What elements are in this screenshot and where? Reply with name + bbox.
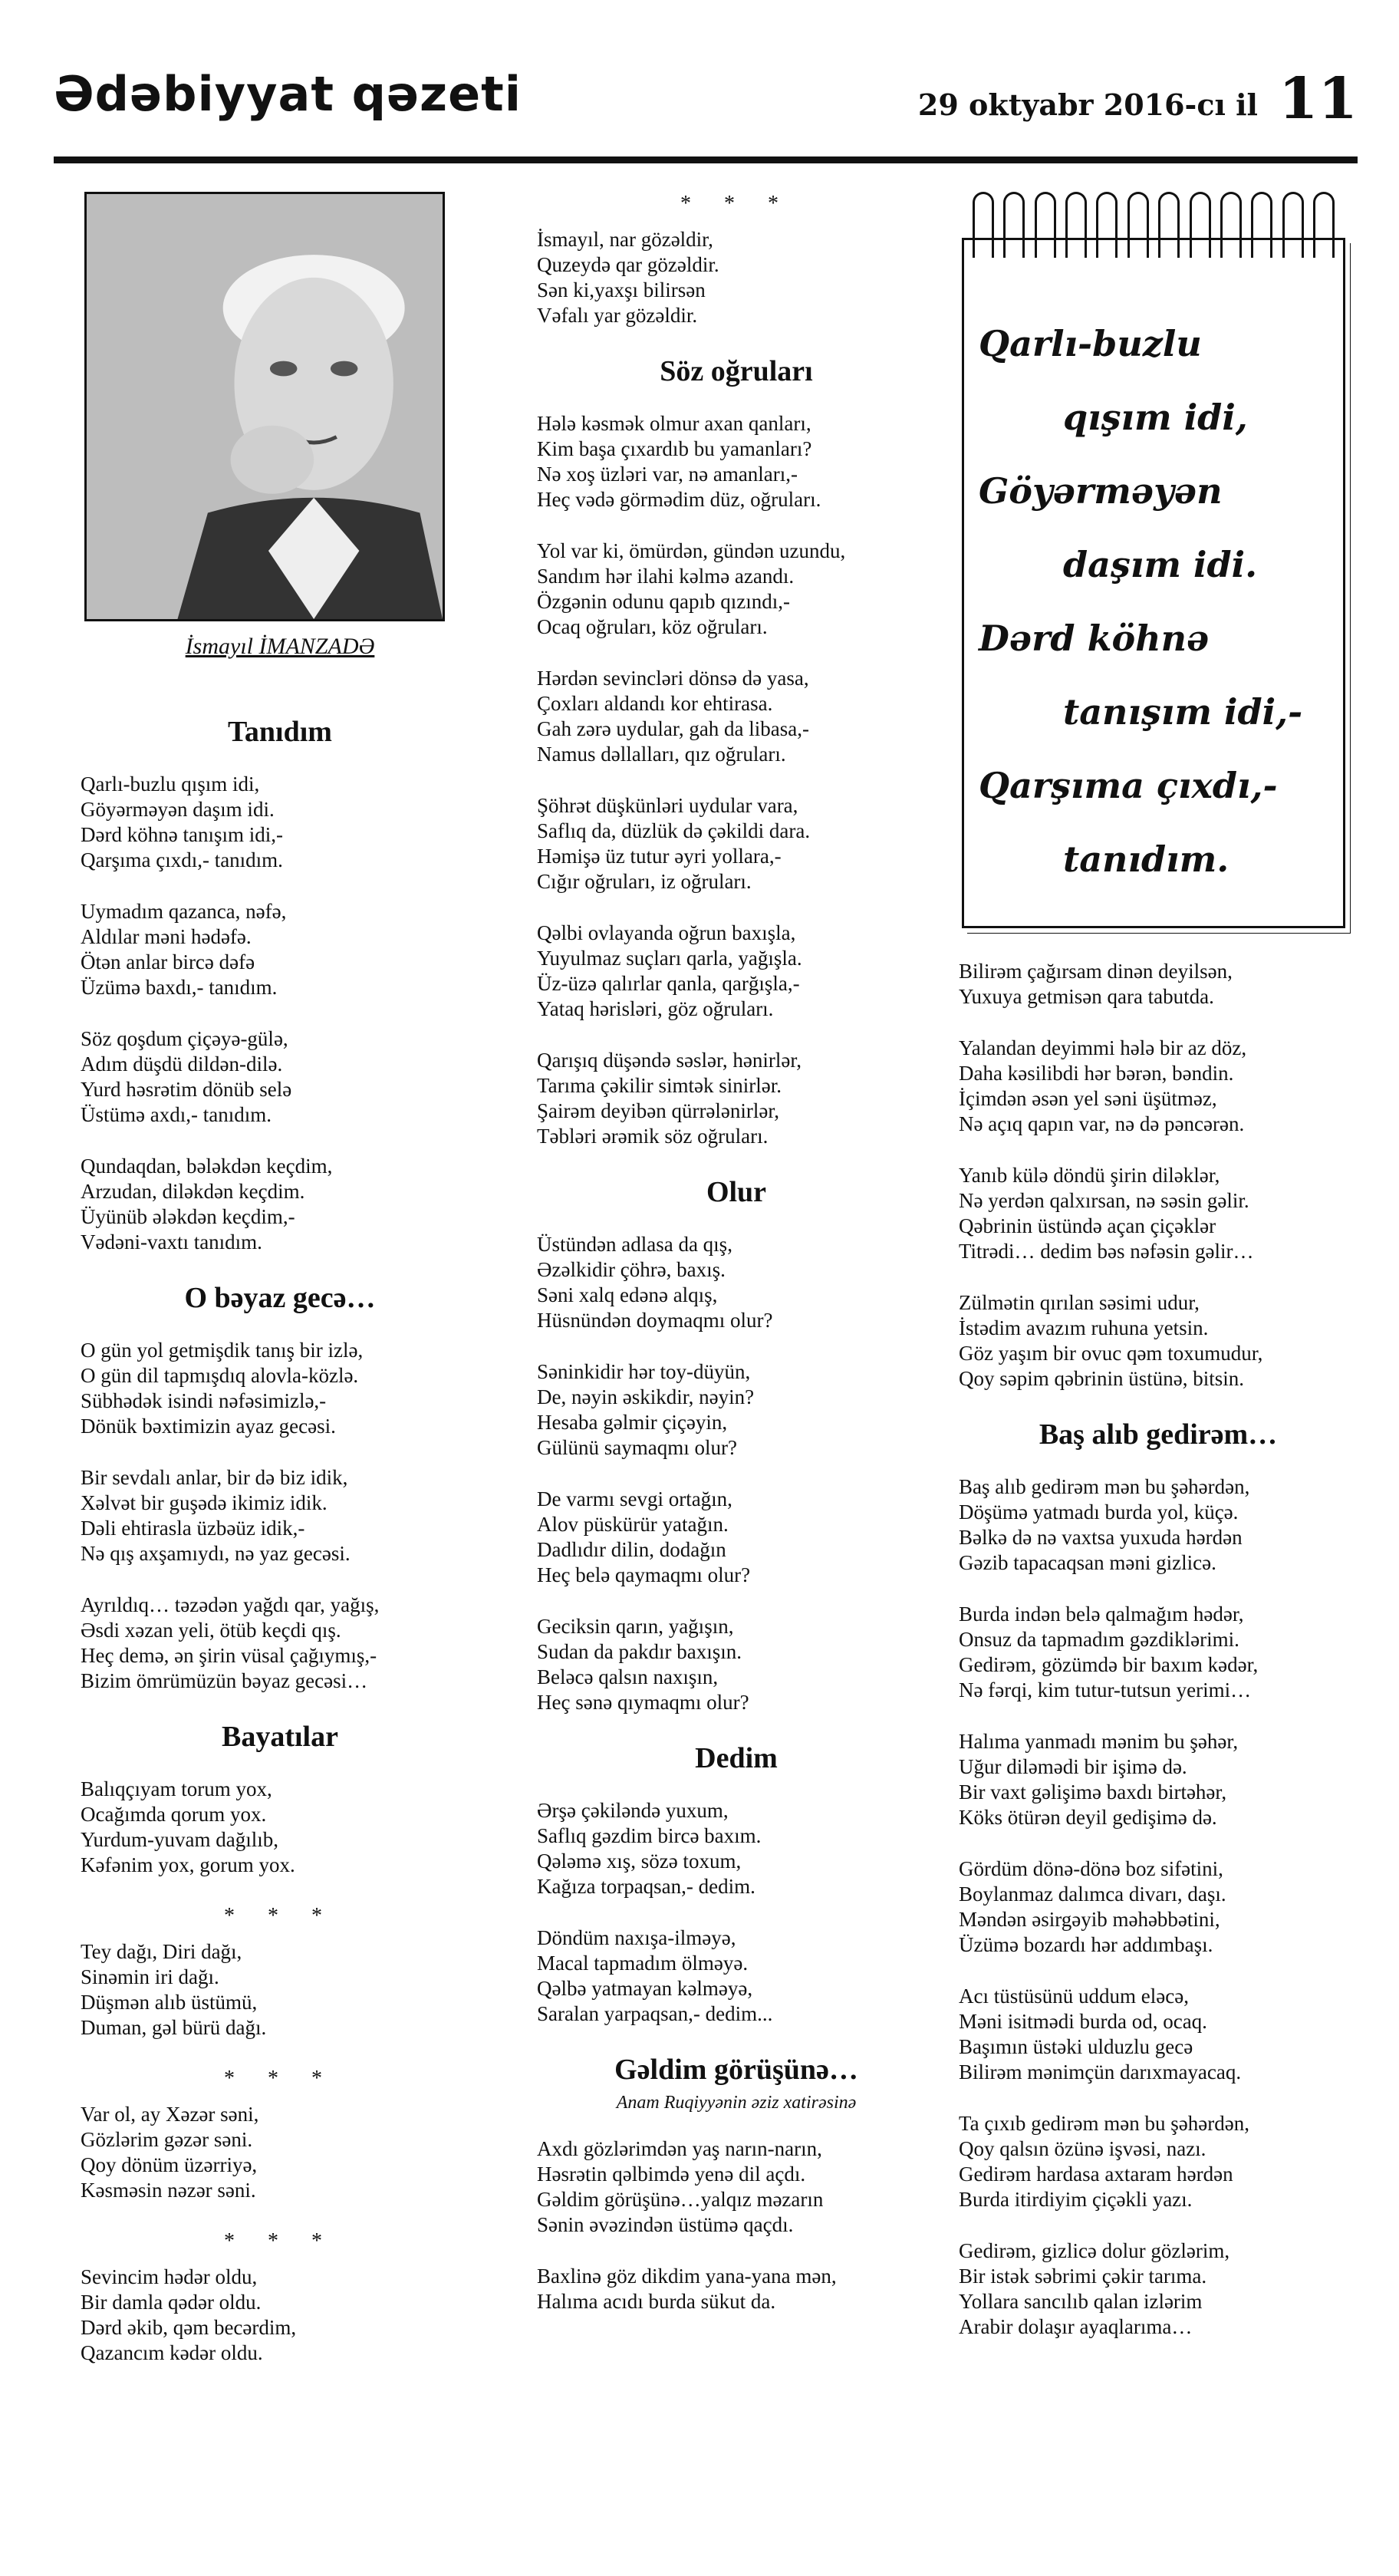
stanza bbox=[959, 2111, 1358, 2212]
stanza bbox=[537, 921, 936, 1022]
stanza bbox=[81, 899, 479, 1000]
verse-line: O gün dil tapmışdıq alovla-közlə. bbox=[81, 1364, 359, 1387]
verse-line: Bilirəm mənimçün darıxmayacaq. bbox=[959, 2060, 1242, 2084]
handwritten-quote bbox=[979, 307, 1332, 896]
stanza bbox=[81, 1026, 479, 1128]
verse-line: İçimdən əsən yel səni üşütməz, bbox=[959, 1087, 1217, 1110]
verse-line: Adım düşdü dildən-dilə. bbox=[81, 1052, 283, 1076]
verse-line: Aldılar məni hədəfə. bbox=[81, 925, 252, 948]
stanza-divider: * * * bbox=[680, 192, 792, 216]
verse-line: İsmayıl, nar gözəldir, bbox=[537, 228, 713, 251]
verse-line: Dəli ehtirasla üzbəüz idik,- bbox=[81, 1517, 305, 1540]
stanza bbox=[537, 1614, 936, 1715]
stanza bbox=[537, 227, 936, 328]
column-1 bbox=[81, 192, 479, 2392]
verse-line: Gedirəm hardasa axtaram hərdən bbox=[959, 2163, 1233, 2186]
poem-title: Dedim bbox=[695, 1742, 778, 1774]
notebook-quote-box bbox=[962, 192, 1345, 928]
verse-line: Halıma acıdı burda sükut da. bbox=[537, 2290, 776, 2313]
verse-line: Heç belə qaymaqmı olur? bbox=[537, 1563, 751, 1586]
verse-line: Baxlinə göz dikdim yana-yana mən, bbox=[537, 2265, 837, 2288]
verse-line: Şairəm deyibən qürrələnirlər, bbox=[537, 1099, 780, 1122]
verse-line: Söz qoşdum çiçəyə-gülə, bbox=[81, 1027, 288, 1050]
poem-bayatilar bbox=[81, 1720, 479, 2366]
verse-line: Yalandan deyimmi hələ bir az döz, bbox=[959, 1036, 1247, 1059]
verse-line: Nə açıq qapın var, nə də pəncərən. bbox=[959, 1112, 1245, 1135]
stanza bbox=[537, 1232, 936, 1333]
verse-line: Gəldim görüşünə…yalqız məzarın bbox=[537, 2188, 824, 2211]
verse-line: Qələmə xış, sözə toxum, bbox=[537, 1850, 742, 1873]
verse-line: Yollara sancılıb qalan izlərim bbox=[959, 2290, 1203, 2313]
verse-line: Gəzib tapacaqsan məni gizlicə. bbox=[959, 1551, 1216, 1574]
stanza bbox=[81, 2102, 479, 2203]
verse-line: Heç vədə görmədim düz, oğruları. bbox=[537, 488, 821, 511]
verse-line: Yurdum-yuvam dağılıb, bbox=[81, 1828, 278, 1851]
verse-line: Gedirəm, gizlicə dolur gözlərim, bbox=[959, 2239, 1230, 2262]
verse-line: Bir istək səbrimi çəkir tarıma. bbox=[959, 2265, 1207, 2288]
verse-line: Kağıza torpaqsan,- dedim. bbox=[537, 1875, 755, 1898]
poem-title: O bəyaz gecə… bbox=[184, 1282, 376, 1314]
verse-line: Ocaq oğruları, köz oğruları. bbox=[537, 615, 768, 638]
verse-line: Bir vaxt gəlişimə baxdı birtəhər, bbox=[959, 1780, 1227, 1804]
stanza bbox=[959, 1856, 1358, 1958]
verse-line: Düşmən alıb üstümü, bbox=[81, 1991, 258, 2014]
verse-line: Səni xalq edənə alqış, bbox=[537, 1283, 718, 1306]
verse-line: Baş alıb gedirəm mən bu şəhərdən, bbox=[959, 1475, 1250, 1498]
verse-line: Bir sevdalı anlar, bir də biz idik, bbox=[81, 1466, 348, 1489]
verse-line: Ayrıldıq… təzədən yağdı qar, yağış, bbox=[81, 1593, 380, 1616]
verse-line: Yanıb külə döndü şirin diləklər, bbox=[959, 1164, 1220, 1187]
poem-title: Bayatılar bbox=[222, 1721, 338, 1753]
verse-line: Duman, gəl bürü dağı. bbox=[81, 2016, 267, 2039]
spiral-ring-icon bbox=[1220, 192, 1242, 258]
poem-bas-alib-gedirem bbox=[959, 1418, 1358, 2340]
poem-title: Baş alıb gedirəm… bbox=[1039, 1418, 1278, 1451]
verse-line: Hələ kəsmək olmur axan qanları, bbox=[537, 412, 811, 435]
verse-line: Nə fərqi, kim tutur-tutsun yerimi… bbox=[959, 1678, 1252, 1701]
quote-line: tanıdım. bbox=[1063, 838, 1229, 880]
verse-line: Vəfalı yar gözəldir. bbox=[537, 304, 698, 327]
verse-line: Kəfənim yox, gorum yox. bbox=[81, 1853, 295, 1876]
verse-line: Sinəmin iri dağı. bbox=[81, 1965, 219, 1988]
poem-geldim-gorusune bbox=[537, 2053, 936, 2314]
verse-line: De varmı sevgi ortağın, bbox=[537, 1487, 732, 1510]
verse-line: Məni isitmədi burda od, ocaq. bbox=[959, 2010, 1207, 2033]
spiral-ring-icon bbox=[973, 192, 994, 258]
column-2 bbox=[537, 192, 936, 2340]
verse-line: Halıma yanmadı mənim bu şəhər, bbox=[959, 1730, 1239, 1753]
stanza bbox=[537, 1359, 936, 1461]
stanza bbox=[959, 1474, 1358, 1576]
verse-line: Arzudan, diləkdən keçdim. bbox=[81, 1180, 305, 1203]
verse-line: Qarışıq düşəndə səslər, hənirlər, bbox=[537, 1049, 802, 1072]
stanza bbox=[959, 1290, 1358, 1392]
verse-line: Yurd həsrətim dönüb selə bbox=[81, 1078, 292, 1101]
column-3 bbox=[959, 192, 1358, 2366]
stanza bbox=[959, 1984, 1358, 2085]
spiral-ring-icon bbox=[1158, 192, 1180, 258]
verse-line: Onsuz da tapmadım gəzdiklərimi. bbox=[959, 1628, 1239, 1651]
verse-line: Yol var ki, ömürdən, gündən uzundu, bbox=[537, 539, 846, 562]
stanza bbox=[959, 2238, 1358, 2340]
stanza-divider: * * * bbox=[224, 2229, 336, 2253]
verse-line: Döşümə yatmadı burda yol, küçə. bbox=[959, 1500, 1239, 1524]
stanza bbox=[81, 1777, 479, 1878]
verse-line: Qəlbə yatmayan kəlməyə, bbox=[537, 1977, 753, 2000]
verse-line: Qoy səpim qəbrinin üstünə, bitsin. bbox=[959, 1367, 1244, 1390]
verse-line: Məndən əsirgəyib məhəbbətini, bbox=[959, 1908, 1220, 1931]
verse-line: Quzeydə qar gözəldir. bbox=[537, 253, 719, 276]
verse-line: Var ol, ay Xəzər səni, bbox=[81, 2103, 259, 2126]
verse-line: Qarlı-buzlu qışım idi, bbox=[81, 772, 260, 796]
spiral-ring-icon bbox=[1190, 192, 1211, 258]
verse-line: Şöhrət düşkünləri uydular vara, bbox=[537, 794, 798, 817]
verse-line: Gülünü saymaqmı olur? bbox=[537, 1436, 737, 1459]
verse-line: Sən ki,yaxşı bilirsən bbox=[537, 278, 706, 301]
verse-line: Həmişə üz tutur əyri yollara,- bbox=[537, 845, 782, 868]
verse-line: Üzümə baxdı,- tanıdım. bbox=[81, 976, 278, 999]
author-portrait bbox=[84, 192, 445, 621]
verse-line: Titrədi… dedim bəs nəfəsin gəlir… bbox=[959, 1240, 1254, 1263]
poem-dedication: Anam Ruqiyyənin əziz xatirəsinə bbox=[616, 2093, 857, 2113]
verse-line: Qarşıma çıxdı,- tanıdım. bbox=[81, 848, 283, 871]
verse-line: Daha kəsilibdi hər bərən, bəndin. bbox=[959, 1062, 1234, 1085]
verse-line: Ta çıxıb gedirəm mən bu şəhərdən, bbox=[959, 2112, 1249, 2135]
stanza bbox=[81, 772, 479, 873]
verse-line: Çoxları aldandı kor ehtirasa. bbox=[537, 692, 773, 715]
poem-title: Olur bbox=[706, 1176, 767, 1208]
verse-line: Göyərməyən daşım idi. bbox=[81, 798, 275, 821]
verse-line: Köks ötürən deyil gedişimə də. bbox=[959, 1806, 1217, 1829]
poem-tanidim bbox=[81, 715, 479, 1255]
spiral-ring-icon bbox=[1313, 192, 1335, 258]
stanza bbox=[959, 1729, 1358, 1830]
verse-line: Həsrətin qəlbimdə yenə dil açdı. bbox=[537, 2163, 806, 2186]
verse-line: Balıqçıyam torum yox, bbox=[81, 1777, 272, 1800]
author-caption: İsmayıl İMANZADƏ bbox=[185, 634, 375, 659]
verse-line: Özgənin odunu qapıb qızındı,- bbox=[537, 590, 790, 613]
quote-line: Göyərməyən bbox=[979, 470, 1223, 512]
verse-line: Bəlkə də nə vaxtsa yuxuda hərdən bbox=[959, 1526, 1243, 1549]
poem-title: Gəldim görüşünə… bbox=[614, 2054, 858, 2086]
verse-line: Dönük bəxtimizin ayaz gecəsi. bbox=[81, 1415, 336, 1438]
stanza bbox=[537, 793, 936, 894]
verse-line: Üyünüb ələkdən keçdim,- bbox=[81, 1205, 295, 1228]
spiral-ring-icon bbox=[1003, 192, 1025, 258]
verse-line: Gah zərə uydular, gah da libasa,- bbox=[537, 717, 810, 740]
verse-line: Kim başa çıxardıb bu yamanları? bbox=[537, 437, 812, 460]
verse-line: Geciksin qarın, yağışın, bbox=[537, 1615, 734, 1638]
page-number: 11 bbox=[1279, 66, 1358, 132]
newspaper-name: Ədəbiyyat qəzeti bbox=[54, 66, 522, 122]
verse-line: Macal tapmadım ölməyə. bbox=[537, 1952, 749, 1975]
poem-dedim bbox=[537, 1741, 936, 2027]
stanza bbox=[537, 411, 936, 512]
verse-line: Nə yerdən qalxırsan, nə səsin gəlir. bbox=[959, 1189, 1249, 1212]
stanza bbox=[537, 1487, 936, 1588]
masthead-rule bbox=[54, 156, 1358, 163]
poem-olur bbox=[537, 1175, 936, 1715]
spiral-ring-icon bbox=[1127, 192, 1149, 258]
verse-line: Sənin əvəzindən üstümə qaçdı. bbox=[537, 2213, 794, 2236]
stanza bbox=[537, 666, 936, 767]
masthead bbox=[54, 66, 1358, 143]
quote-line: Qarlı-buzlu bbox=[979, 323, 1202, 364]
verse-line: Heç sənə qıymaqmı olur? bbox=[537, 1691, 749, 1714]
spiral-ring-icon bbox=[1282, 192, 1304, 258]
verse-line: Qəbrinin üstündə açan çiçəklər bbox=[959, 1214, 1216, 1237]
stanza bbox=[537, 1925, 936, 2027]
verse-line: Bizim ömrümüzün bəyaz gecəsi… bbox=[81, 1669, 368, 1692]
verse-line: Axdı gözlərimdən yaş narın-narın, bbox=[537, 2137, 822, 2160]
verse-line: Burda indən belə qalmağım hədər, bbox=[959, 1603, 1244, 1626]
verse-line: Hesaba gəlmir çiçəyin, bbox=[537, 1411, 728, 1434]
poem-beyaz-gece bbox=[81, 1281, 479, 1694]
issue-date: 29 oktyabr 2016-cı il bbox=[917, 87, 1258, 122]
verse-line: Nə xoş üzləri var, nə amanları,- bbox=[537, 463, 798, 486]
verse-line: O gün yol getmişdik tanış bir izlə, bbox=[81, 1339, 364, 1362]
verse-line: Başımın üstəki ulduzlu gecə bbox=[959, 2035, 1193, 2058]
verse-line: Dadlıdır dilin, dodağın bbox=[537, 1538, 726, 1561]
verse-line: Zülmətin qırılan səsimi udur, bbox=[959, 1291, 1200, 1314]
stanza bbox=[81, 1154, 479, 1255]
verse-line: Sevincim hədər oldu, bbox=[81, 2265, 258, 2288]
spiral-binding bbox=[973, 192, 1335, 268]
verse-line: Ocağımda qorum yox. bbox=[81, 1803, 267, 1826]
verse-line: Saflıq gəzdim bircə baxım. bbox=[537, 1824, 762, 1847]
verse-line: Bilirəm çağırsam dinən deyilsən, bbox=[959, 960, 1233, 983]
verse-line: Alov püskürür yatağın. bbox=[537, 1513, 729, 1536]
spiral-ring-icon bbox=[1096, 192, 1118, 258]
verse-line: Nə qış axşamıydı, nə yaz gecəsi. bbox=[81, 1542, 351, 1565]
verse-line: Üstümə axdı,- tanıdım. bbox=[81, 1103, 272, 1126]
stanza bbox=[959, 959, 1358, 1010]
verse-line: Dərd köhnə tanışım idi,- bbox=[81, 823, 283, 846]
verse-line: Boylanmaz dalımca divarı, daşı. bbox=[959, 1883, 1226, 1906]
poem-soz-ogrulari bbox=[537, 354, 936, 1149]
verse-line: Əsdi xəzan yeli, ötüb keçdi qış. bbox=[81, 1619, 341, 1642]
verse-line: Uğur diləmədi bir işimə də. bbox=[959, 1755, 1187, 1778]
verse-line: Təbləri ərəmik söz oğruları. bbox=[537, 1125, 769, 1148]
verse-line: Xəlvət bir guşədə ikimiz idik. bbox=[81, 1491, 328, 1514]
stanza bbox=[537, 539, 936, 640]
verse-line: Qoy qalsın özünə işvəsi, nazı. bbox=[959, 2137, 1206, 2160]
stanza bbox=[81, 1939, 479, 2041]
verse-line: Uymadım qazanca, nəfə, bbox=[81, 900, 287, 923]
quote-line: tanışım idi,- bbox=[1063, 691, 1303, 733]
poem-title: Tanıdım bbox=[228, 716, 332, 748]
verse-line: Yataq hərisləri, göz oğruları. bbox=[537, 997, 774, 1020]
spiral-ring-icon bbox=[1065, 192, 1087, 258]
poem-geldim-gorusune-continued bbox=[959, 959, 1358, 1392]
verse-line: Qazancım kədər oldu. bbox=[81, 2341, 263, 2364]
stanza bbox=[537, 1798, 936, 1899]
verse-line: Üz-üzə qalırlar qanla, qarğışla,- bbox=[537, 972, 800, 995]
verse-line: Tarıma çəkilir simtək sinirlər. bbox=[537, 1074, 782, 1097]
verse-line: Gözlərim gəzər səni. bbox=[81, 2128, 253, 2151]
verse-line: Gedirəm, gözümdə bir baxım kədər, bbox=[959, 1653, 1259, 1676]
verse-line: De, nəyin əskikdir, nəyin? bbox=[537, 1385, 755, 1408]
verse-line: Qəlbi ovlayanda oğrun baxışla, bbox=[537, 921, 796, 944]
poem-title: Söz oğruları bbox=[660, 355, 813, 387]
verse-line: Kəsməsin nəzər səni. bbox=[81, 2179, 256, 2202]
verse-line: Əzəlkidir çöhrə, baxış. bbox=[537, 1258, 726, 1281]
verse-line: Namus dəllalları, qız oğruları. bbox=[537, 743, 786, 766]
stanza bbox=[537, 1048, 936, 1149]
stanza-divider: * * * bbox=[224, 2067, 336, 2090]
verse-line: Cığır oğruları, iz oğruları. bbox=[537, 870, 752, 893]
verse-line: Üstündən adlasa da qış, bbox=[537, 1233, 732, 1256]
verse-line: Sandım hər ilahi kəlmə azandı. bbox=[537, 565, 795, 588]
quote-line: qışım idi, bbox=[1063, 397, 1248, 438]
verse-line: Göz yaşım bir ovuc qəm toxumudur, bbox=[959, 1342, 1263, 1365]
spiral-ring-icon bbox=[1251, 192, 1272, 258]
verse-line: Döndüm naxışa-ilməyə, bbox=[537, 1926, 736, 1949]
stanza bbox=[537, 2264, 936, 2314]
verse-line: Arabir dolaşır ayaqlarıma… bbox=[959, 2315, 1193, 2338]
verse-line: Dərd əkib, qəm becərdim, bbox=[81, 2316, 297, 2339]
quote-line: Dərd köhnə bbox=[979, 618, 1210, 659]
stanza bbox=[81, 2265, 479, 2366]
verse-line: Beləcə qalsın naxışın, bbox=[537, 1665, 719, 1688]
verse-line: Ötən anlar bircə dəfə bbox=[81, 950, 255, 973]
verse-line: Heç demə, ən şirin vüsal çağıymış,- bbox=[81, 1644, 377, 1667]
quote-line: daşım idi. bbox=[1063, 544, 1258, 585]
verse-line: Hüsnündən doymaqmı olur? bbox=[537, 1309, 773, 1332]
verse-line: Sudan da pakdır baxışın. bbox=[537, 1640, 742, 1663]
verse-line: Tey dağı, Diri dağı, bbox=[81, 1940, 242, 1963]
stanza bbox=[81, 1465, 479, 1566]
verse-line: Qundaqdan, bələkdən keçdim, bbox=[81, 1155, 333, 1178]
verse-line: Yuyulmaz suçları qarla, yağışla. bbox=[537, 947, 802, 970]
verse-line: Sübhədək isindi nəfəsimizlə,- bbox=[81, 1389, 327, 1412]
verse-line: Yuxuya getmisən qara tabutda. bbox=[959, 985, 1214, 1008]
stanza bbox=[81, 1338, 479, 1439]
verse-line: Saflıq da, düzlük də çəkildi dara. bbox=[537, 819, 811, 842]
stanza bbox=[959, 1602, 1358, 1703]
stanza bbox=[81, 1593, 479, 1694]
stanza-divider: * * * bbox=[224, 1904, 336, 1928]
stanza bbox=[537, 2136, 936, 2238]
verse-line: Səninkidir hər toy-düyün, bbox=[537, 1360, 751, 1383]
verse-line: Saralan yarpaqsan,- dedim... bbox=[537, 2002, 773, 2025]
verse-line: Vədəni-vaxtı tanıdım. bbox=[81, 1230, 262, 1253]
verse-line: Bir damla qədər oldu. bbox=[81, 2291, 262, 2314]
stanza bbox=[959, 1036, 1358, 1137]
verse-line: Acı tüstüsünü uddum eləcə, bbox=[959, 1985, 1189, 2008]
verse-line: Ərşə çəkiləndə yuxum, bbox=[537, 1799, 729, 1822]
verse-line: Üzümə bozardı hər addımbaşı. bbox=[959, 1933, 1213, 1956]
quote-line: Qarşıma çıxdı,- bbox=[979, 765, 1278, 806]
verse-line: İstədim avazım ruhuna yetsin. bbox=[959, 1316, 1209, 1339]
verse-line: Qoy dönüm üzərriyə, bbox=[81, 2153, 258, 2176]
stanza bbox=[959, 1163, 1358, 1264]
verse-line: Gördüm dönə-dönə boz sifətini, bbox=[959, 1857, 1223, 1880]
verse-line: Burda itirdiyim çiçəkli yazı. bbox=[959, 2188, 1193, 2211]
spiral-ring-icon bbox=[1035, 192, 1056, 258]
verse-line: Hərdən sevincləri dönsə də yasa, bbox=[537, 667, 809, 690]
